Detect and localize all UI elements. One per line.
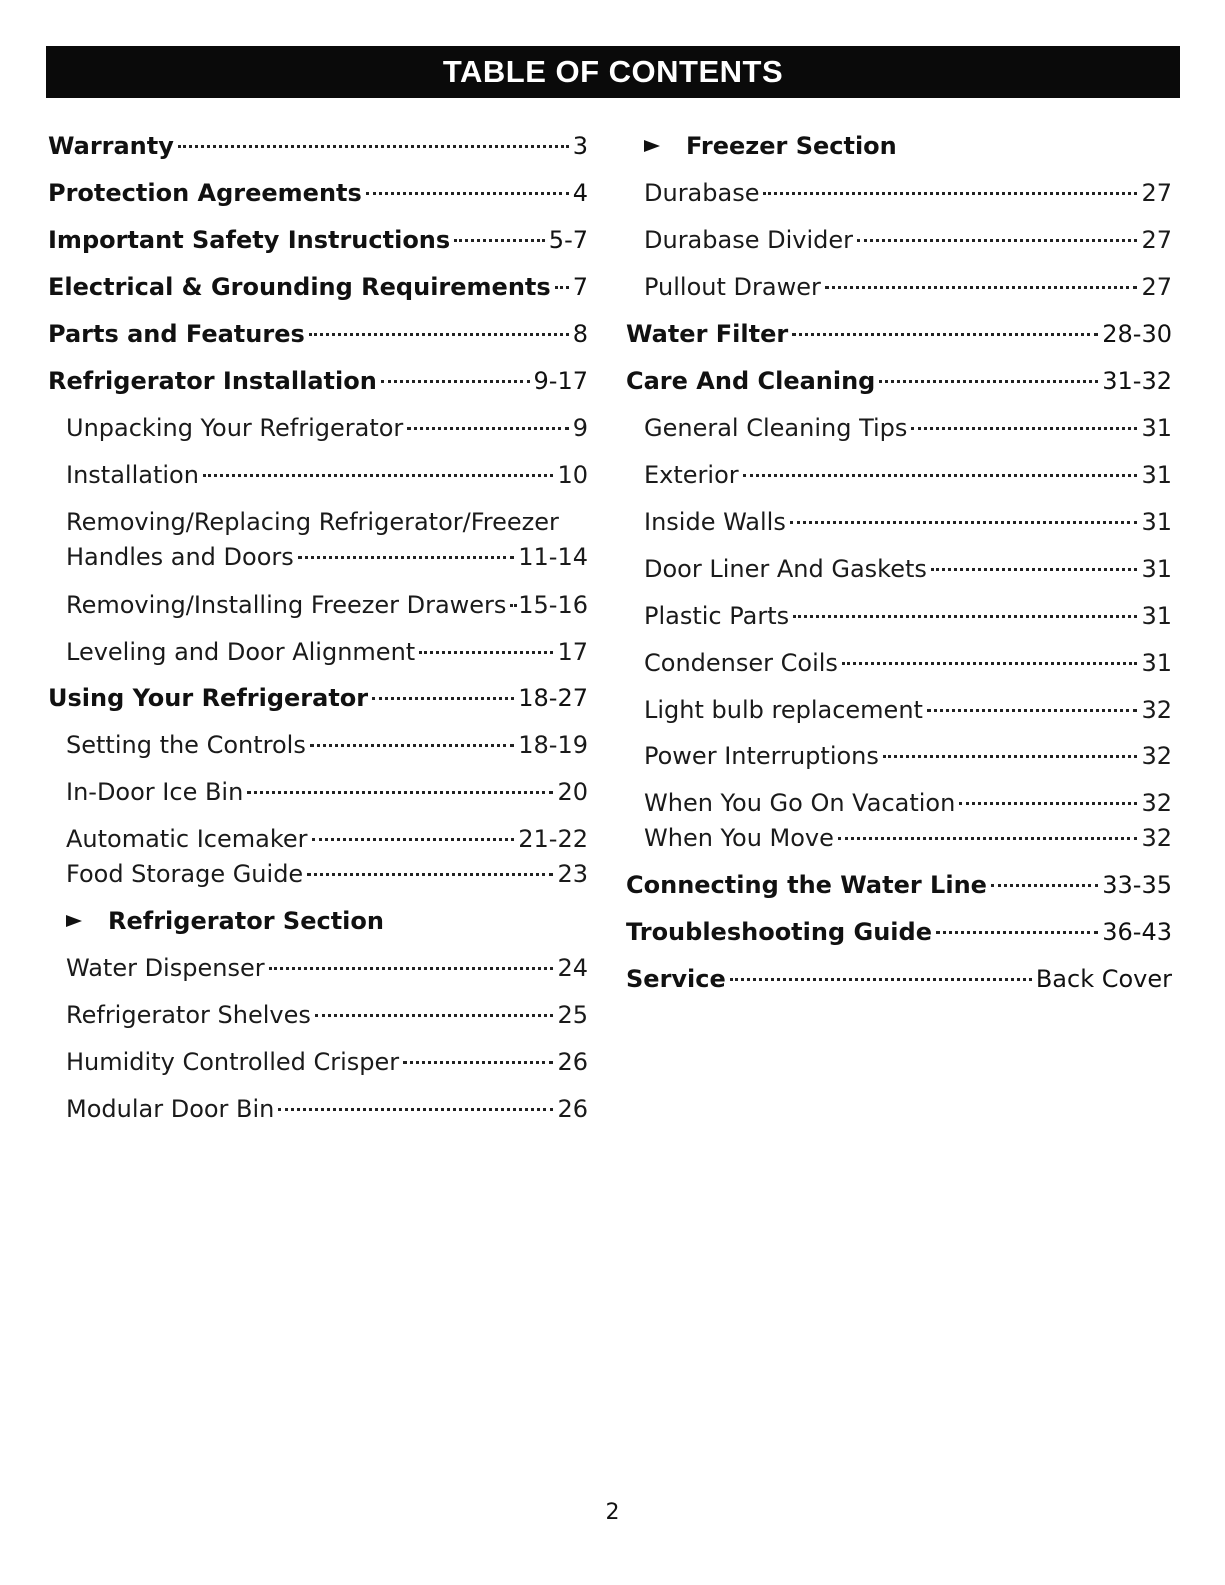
toc-entry-water-filter[interactable] xyxy=(626,319,1172,349)
toc-entry-page: 26 xyxy=(557,1048,588,1076)
leader-dots xyxy=(842,662,1138,665)
leader-dots xyxy=(203,474,554,477)
toc-entry-label: Condenser Coils xyxy=(644,649,838,677)
toc-entry-label: Water Filter xyxy=(626,320,789,348)
toc-entry-label: Door Liner And Gaskets xyxy=(644,555,927,583)
toc-entry-label: Plastic Parts xyxy=(644,602,790,630)
leader-dots xyxy=(959,802,1137,805)
toc-entry-page: 28-30 xyxy=(1102,320,1172,348)
toc-entry-inside-walls[interactable] xyxy=(626,507,1172,537)
toc-entry-crisper[interactable] xyxy=(48,1047,588,1077)
leader-dots xyxy=(454,239,545,242)
leader-dots xyxy=(372,697,514,700)
toc-entry-safety-instructions[interactable] xyxy=(48,225,588,255)
toc-entry-label: Installation xyxy=(66,461,199,489)
toc-entry-page: 31 xyxy=(1141,649,1172,677)
toc-entry-plastic-parts[interactable] xyxy=(626,601,1172,631)
leader-dots xyxy=(927,709,1138,712)
leader-dots xyxy=(269,967,554,970)
section-head-label: Refrigerator Section xyxy=(108,907,384,935)
toc-entry-page: 3 xyxy=(572,132,588,160)
toc-entry-using-refrigerator[interactable] xyxy=(48,683,588,713)
section-head-label: Freezer Section xyxy=(686,132,897,160)
toc-entry-light-bulb[interactable] xyxy=(626,695,1172,725)
toc-entry-label: Service xyxy=(626,965,726,993)
toc-entry-warranty[interactable] xyxy=(48,131,588,161)
toc-entry-page: 18-27 xyxy=(518,684,588,712)
leader-dots xyxy=(510,604,514,607)
toc-entry-page: 10 xyxy=(557,461,588,489)
toc-entry-page: 18-19 xyxy=(518,731,588,759)
toc-entry-electrical-grounding[interactable] xyxy=(48,272,588,302)
leader-dots xyxy=(315,1014,554,1017)
leader-dots xyxy=(911,427,1137,430)
toc-entry-power-interruptions[interactable] xyxy=(626,741,1172,771)
toc-entry-care-cleaning[interactable] xyxy=(626,366,1172,396)
toc-entry-shelves[interactable] xyxy=(48,1000,588,1030)
toc-entry-label: Humidity Controlled Crisper xyxy=(66,1048,400,1076)
leader-dots xyxy=(555,286,569,289)
toc-entry-refrigerator-installation[interactable] xyxy=(48,366,588,396)
toc-entry-label: When You Go On Vacation xyxy=(644,789,956,817)
toc-entry-label: Water Dispenser xyxy=(66,954,265,982)
leader-dots xyxy=(825,286,1138,289)
toc-entry-page: 15-16 xyxy=(518,591,588,619)
toc-entry-icemaker[interactable] xyxy=(48,824,588,854)
triangle-arrow-icon xyxy=(66,915,82,927)
toc-entry-label: When You Move xyxy=(644,824,834,852)
leader-dots xyxy=(307,873,553,876)
toc-entry-label: Warranty xyxy=(48,132,174,160)
page-title: TABLE OF CONTENTS xyxy=(442,54,784,89)
toc-entry-page: 8 xyxy=(572,320,588,348)
toc-entry-cleaning-tips[interactable] xyxy=(626,413,1172,443)
toc-entry-page: 31 xyxy=(1141,508,1172,536)
toc-entry-page: 11-14 xyxy=(518,543,588,571)
toc-entry-exterior[interactable] xyxy=(626,460,1172,490)
toc-entry-pullout-drawer[interactable] xyxy=(626,272,1172,302)
toc-entry-page: 9 xyxy=(572,414,588,442)
toc-entry-label: Refrigerator Installation xyxy=(48,367,377,395)
toc-entry-label: Using Your Refrigerator xyxy=(48,684,369,712)
leader-dots xyxy=(790,521,1138,524)
toc-entry-setting-controls[interactable] xyxy=(48,730,588,760)
leader-dots xyxy=(309,333,569,336)
leader-dots xyxy=(310,744,514,747)
toc-entry-label: General Cleaning Tips xyxy=(644,414,908,442)
toc-entry-durabase[interactable] xyxy=(626,178,1172,208)
toc-entry-page: 32 xyxy=(1141,742,1172,770)
toc-entry-label: Important Safety Instructions xyxy=(48,226,451,254)
leader-dots xyxy=(407,427,568,430)
toc-entry-label: Modular Door Bin xyxy=(66,1095,275,1123)
toc-entry-second-line xyxy=(66,542,588,572)
toc-entry-troubleshooting[interactable] xyxy=(626,917,1172,947)
leader-dots xyxy=(247,791,553,794)
toc-entry-protection-agreements[interactable] xyxy=(48,178,588,208)
toc-entry-label: Durabase Divider xyxy=(644,226,853,254)
toc-entry-label: Exterior xyxy=(644,461,739,489)
toc-entry-label-continued: Handles and Doors xyxy=(66,543,294,571)
leader-dots xyxy=(991,884,1098,887)
toc-entry-service[interactable] xyxy=(626,964,1172,994)
toc-entry-label: Electrical & Grounding Requirements xyxy=(48,273,551,301)
section-head-freezer xyxy=(644,131,897,161)
toc-entry-door-liner[interactable] xyxy=(626,554,1172,584)
toc-entry-label: Setting the Controls xyxy=(66,731,306,759)
leader-dots xyxy=(178,145,569,148)
toc-entry-page: 9-17 xyxy=(533,367,588,395)
triangle-arrow-icon xyxy=(644,140,660,152)
toc-entry-label: Troubleshooting Guide xyxy=(626,918,932,946)
toc-entry-page: 17 xyxy=(557,638,588,666)
toc-entry-page: 27 xyxy=(1141,179,1172,207)
toc-entry-page: 27 xyxy=(1141,226,1172,254)
leader-dots xyxy=(883,755,1138,758)
toc-entry-page: 7 xyxy=(572,273,588,301)
toc-entry-vacation[interactable] xyxy=(626,788,1172,818)
leader-dots xyxy=(792,333,1098,336)
leader-dots xyxy=(838,837,1138,840)
toc-entry-label: Care And Cleaning xyxy=(626,367,876,395)
toc-entry-leveling[interactable] xyxy=(48,637,588,667)
toc-entry-label: Automatic Icemaker xyxy=(66,825,308,853)
toc-entry-page: 31-32 xyxy=(1102,367,1172,395)
toc-entry-label: Parts and Features xyxy=(48,320,305,348)
toc-entry-label: Pullout Drawer xyxy=(644,273,821,301)
toc-entry-label: Removing/Replacing Refrigerator/Freezer xyxy=(66,508,559,536)
toc-entry-page: 20 xyxy=(557,778,588,806)
leader-dots xyxy=(743,474,1138,477)
toc-entry-page: 36-43 xyxy=(1102,918,1172,946)
toc-entry-page: 25 xyxy=(557,1001,588,1029)
toc-entry-unpacking[interactable] xyxy=(48,413,588,443)
page-number: 2 xyxy=(605,1500,620,1525)
toc-entry-label: Food Storage Guide xyxy=(66,860,304,888)
toc-entry-move[interactable] xyxy=(626,823,1172,853)
toc-entry-page: 32 xyxy=(1141,696,1172,724)
toc-entry-page: 5-7 xyxy=(548,226,588,254)
leader-dots xyxy=(419,651,553,654)
leader-dots xyxy=(931,568,1138,571)
leader-dots xyxy=(936,931,1098,934)
toc-entry-page: 32 xyxy=(1141,789,1172,817)
toc-entry-page: 31 xyxy=(1141,555,1172,583)
toc-entry-page: Back Cover xyxy=(1035,965,1172,993)
leader-dots xyxy=(381,380,530,383)
toc-entry-label: Removing/Installing Freezer Drawers xyxy=(66,591,507,619)
toc-entry-label: Leveling and Door Alignment xyxy=(66,638,416,666)
toc-entry-removing-replacing-handles[interactable] xyxy=(48,507,588,572)
toc-entry-water-dispenser[interactable] xyxy=(48,953,588,983)
toc-entry-label: Connecting the Water Line xyxy=(626,871,987,899)
toc-entry-label: Inside Walls xyxy=(644,508,786,536)
toc-entry-page: 24 xyxy=(557,954,588,982)
toc-entry-label: Light bulb replacement xyxy=(644,696,923,724)
leader-dots xyxy=(763,192,1137,195)
leader-dots xyxy=(278,1108,553,1111)
toc-entry-door-bin[interactable] xyxy=(48,1094,588,1124)
toc-entry-page: 26 xyxy=(557,1095,588,1123)
toc-entry-page: 23 xyxy=(557,860,588,888)
toc-entry-water-line[interactable] xyxy=(626,870,1172,900)
leader-dots xyxy=(298,556,514,559)
toc-entry-page: 32 xyxy=(1141,824,1172,852)
toc-entry-page: 4 xyxy=(572,179,588,207)
section-head-refrigerator xyxy=(66,906,384,936)
leader-dots xyxy=(312,838,515,841)
toc-entry-page: 27 xyxy=(1141,273,1172,301)
toc-entry-page: 31 xyxy=(1141,461,1172,489)
toc-entry-label: Unpacking Your Refrigerator xyxy=(66,414,404,442)
toc-entry-label: Power Interruptions xyxy=(644,742,879,770)
leader-dots xyxy=(857,239,1137,242)
toc-entry-label: Durabase xyxy=(644,179,760,207)
leader-dots xyxy=(403,1061,553,1064)
leader-dots xyxy=(366,192,569,195)
toc-entry-ice-bin[interactable] xyxy=(48,777,588,807)
toc-entry-food-storage[interactable] xyxy=(48,859,588,889)
toc-entry-parts-features[interactable] xyxy=(48,319,588,349)
toc-entry-page: 31 xyxy=(1141,414,1172,442)
toc-entry-label: In-Door Ice Bin xyxy=(66,778,244,806)
toc-entry-page: 31 xyxy=(1141,602,1172,630)
leader-dots xyxy=(793,615,1137,618)
toc-entry-condenser-coils[interactable] xyxy=(626,648,1172,678)
toc-entry-freezer-drawers[interactable] xyxy=(48,590,588,620)
toc-entry-durabase-divider[interactable] xyxy=(626,225,1172,255)
toc-banner xyxy=(46,46,1180,98)
toc-entry-label: Protection Agreements xyxy=(48,179,362,207)
leader-dots xyxy=(730,978,1032,981)
toc-entry-page: 33-35 xyxy=(1102,871,1172,899)
toc-entry-page: 21-22 xyxy=(518,825,588,853)
leader-dots xyxy=(879,380,1098,383)
toc-entry-label: Refrigerator Shelves xyxy=(66,1001,311,1029)
toc-entry-installation[interactable] xyxy=(48,460,588,490)
